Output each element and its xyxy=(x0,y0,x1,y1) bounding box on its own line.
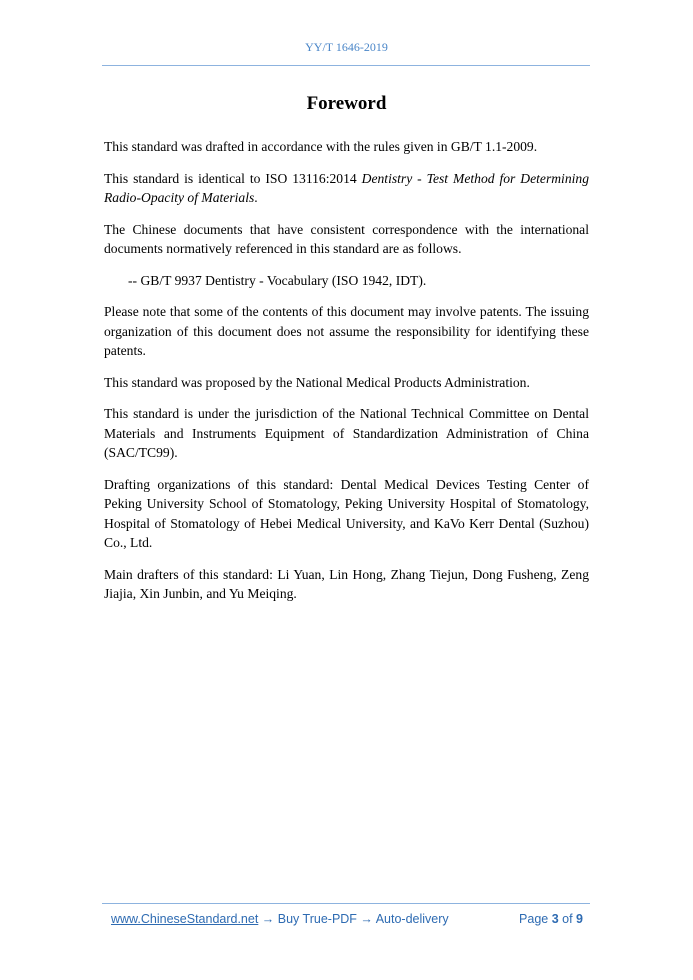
identical-iso-suffix: . xyxy=(254,190,258,205)
site-link[interactable]: www.ChineseStandard.net xyxy=(111,912,259,926)
iso-title-italic: Dentistry - Test Method for Determining Radio-Opacity of Materials xyxy=(104,170,589,205)
paragraph-correspondence: The Chinese documents that have consistent correspondence with the international documents normatively referenced in this standard are as follows. xyxy=(104,221,589,256)
paragraph-jurisdiction: This standard is under the jurisdiction of the National Technical Committee on Dental Materials and Instruments Equipment of Standardization Administration of China (SAC/TC99). xyxy=(104,406,589,460)
footer-divider xyxy=(102,903,590,904)
buy-pdf-text: → Buy True-PDF → Auto-delivery xyxy=(258,912,449,926)
page-current: 3 xyxy=(551,912,559,926)
paragraph-reference-item: -- GB/T 9937 Dentistry - Vocabulary (ISO 1942, IDT). xyxy=(128,272,427,288)
identical-iso-text: This standard is identical to ISO 13116:2014 xyxy=(104,170,362,186)
footer-left xyxy=(111,912,449,926)
page-of: of xyxy=(558,912,577,926)
page-title: Foreword xyxy=(306,93,387,114)
paragraph-drafting-organizations: Drafting organizations of this standard: Dental Medical Devices Testing Center of Peking University School of Stomatology, Peking University Hospital of Stomatology, Hospital of Stomatology of Hebei Medical University, and KaVo Kerr Dental (Suzhou) Co., Ltd. xyxy=(104,476,589,550)
paragraph-drafting-rules: This standard was drafted in accordance with the rules given in GB/T 1.1-2009. xyxy=(104,139,538,154)
paragraph-patents: Please note that some of the contents of this document may involve patents. The issuing organization of this document does not assume the responsibility for identifying these patents. xyxy=(104,304,589,358)
foreword-body xyxy=(104,137,589,616)
page-label: Page xyxy=(519,912,552,926)
paragraph-identical-iso xyxy=(104,169,589,208)
page-total: 9 xyxy=(576,912,583,926)
page-indicator xyxy=(519,912,583,926)
standard-code-header: YY/T 1646-2019 xyxy=(305,40,388,54)
paragraph-proposed-by: This standard was proposed by the National Medical Products Administration. xyxy=(104,374,530,390)
header-divider xyxy=(102,65,590,66)
paragraph-main-drafters: Main drafters of this standard: Li Yuan, Lin Hong, Zhang Tiejun, Dong Fusheng, Zeng Jiajia, Xin Junbin, and Yu Meiqing. xyxy=(104,566,589,601)
